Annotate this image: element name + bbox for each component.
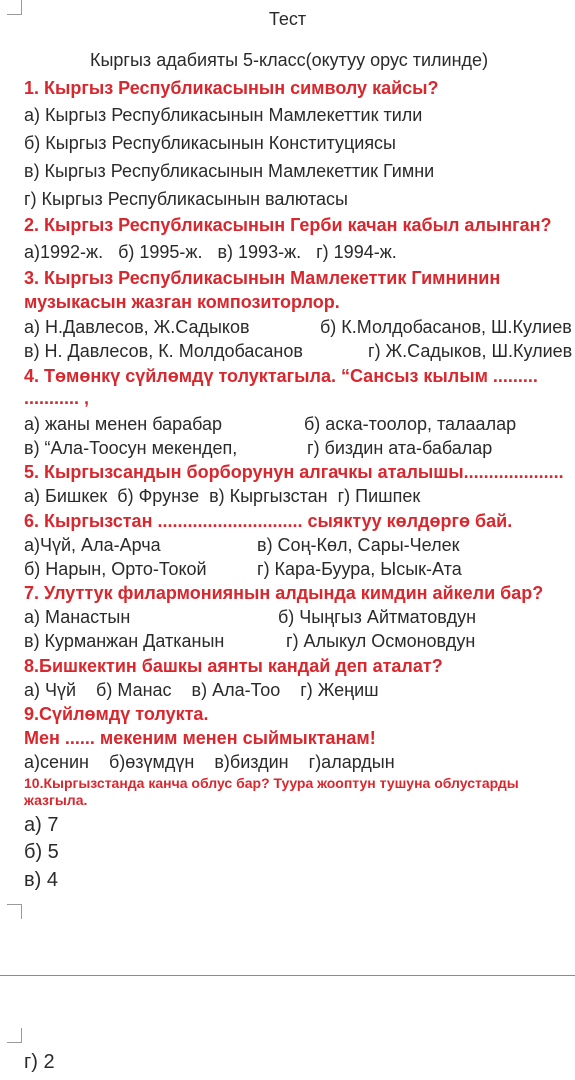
question-6: 6. Кыргызстан ............................. сыяктуу көлдөргө бай. [24, 511, 513, 531]
question-10-line-1: 10.Кыргызстанда канча облус бар? Туура жооптун тушуна облустарды [24, 775, 519, 791]
q5-options: а) Бишкек б) Фрунзе в) Кыргызстан г) Пишпек [24, 486, 421, 506]
q7-option-b: б) Чыңгыз Айтматовдун [278, 607, 477, 627]
question-9: 9.Сүйлөмдү толукта. [24, 704, 209, 724]
question-10-line-2: жазгыла. [24, 792, 88, 808]
q3-option-a: а) Н.Давлесов, Ж.Садыков [24, 317, 250, 337]
question-4-line-2: ........... , [24, 388, 90, 408]
q6-option-c: б) Нарын, Орто-Токой [24, 559, 207, 579]
q1-option-a: а) Кыргыз Республикасынын Мамлекеттик тили [24, 105, 423, 125]
q8-options: а) Чүй б) Манас в) Ала-Тоо г) Жеңиш [24, 680, 379, 700]
question-7: 7. Улуттук филармониянын алдында кимдин айкели бар? [24, 583, 544, 603]
q1-option-b: б) Кыргыз Республикасынын Конституциясы [24, 133, 396, 153]
q3-option-c: в) Н. Давлесов, К. Молдобасанов [24, 341, 303, 361]
q9-options: а)сенин б)өзүмдүн в)биздин г)алардын [24, 752, 395, 772]
question-2: 2. Кыргыз Республикасынын Герби качан кабыл алынган? [24, 215, 552, 235]
q9-sentence: Мен ...... мекеним менен сыймыктанам! [24, 728, 376, 748]
q3-option-d: г) Ж.Садыков, Ш.Кулиев [368, 341, 573, 361]
q7-option-d: г) Алыкул Осмоновдун [286, 631, 476, 651]
document-subtitle: Кыргыз адабияты 5-класс(окутуу орус тилинде) [90, 50, 489, 70]
q10-option-a: а) 7 [24, 814, 59, 836]
q10-option-b: б) 5 [24, 841, 59, 863]
q6-option-a: а)Чүй, Ала-Арча [24, 535, 161, 555]
q10-option-c: в) 4 [24, 869, 58, 891]
q4-option-d: г) биздин ата-бабалар [307, 438, 493, 458]
margin-corner-mark [7, 0, 22, 15]
q10-option-d: г) 2 [24, 1051, 55, 1073]
q4-option-c: в) “Ала-Тоосун мекендеп, [24, 438, 238, 458]
question-8: 8.Бишкектин башкы аянты кандай деп аталат? [24, 656, 443, 676]
question-4-line-1: 4. Төмөнкү сүйлөмдү толуктагыла. “Сансыз кылым ......... [24, 366, 538, 386]
q7-option-a: а) Манастын [24, 607, 131, 627]
q6-option-d: г) Кара-Буура, Ысык-Ата [257, 559, 462, 579]
q3-option-b: б) К.Молдобасанов, Ш.Кулиев [320, 317, 572, 337]
q1-option-c: в) Кыргыз Республикасынын Мамлекеттик Гимни [24, 161, 435, 181]
q4-option-a: а) жаны менен барабар [24, 414, 223, 434]
question-3-line-2: музыкасын жазган композиторлор. [24, 292, 340, 312]
q4-option-b: б) аска-тоолор, талаалар [304, 414, 517, 434]
page-break-divider [0, 975, 575, 976]
q6-option-b: в) Соң-Көл, Сары-Челек [257, 535, 460, 555]
question-3-line-1: 3. Кыргыз Республикасынын Мамлекеттик Гимнинин [24, 268, 501, 288]
q7-option-c: в) Курманжан Датканын [24, 631, 225, 651]
margin-corner-mark [7, 904, 22, 919]
margin-corner-mark [7, 1028, 22, 1043]
q1-option-d: г) Кыргыз Республикасынын валютасы [24, 189, 348, 209]
document-title: Тест [268, 9, 307, 29]
q2-options: а)1992-ж. б) 1995-ж. в) 1993-ж. г) 1994-ж. [24, 242, 397, 262]
question-5: 5. Кыргызсандын борборунун алгачкы аталышы.................... [24, 462, 564, 482]
question-1: 1. Кыргыз Республикасынын символу кайсы? [24, 78, 439, 98]
